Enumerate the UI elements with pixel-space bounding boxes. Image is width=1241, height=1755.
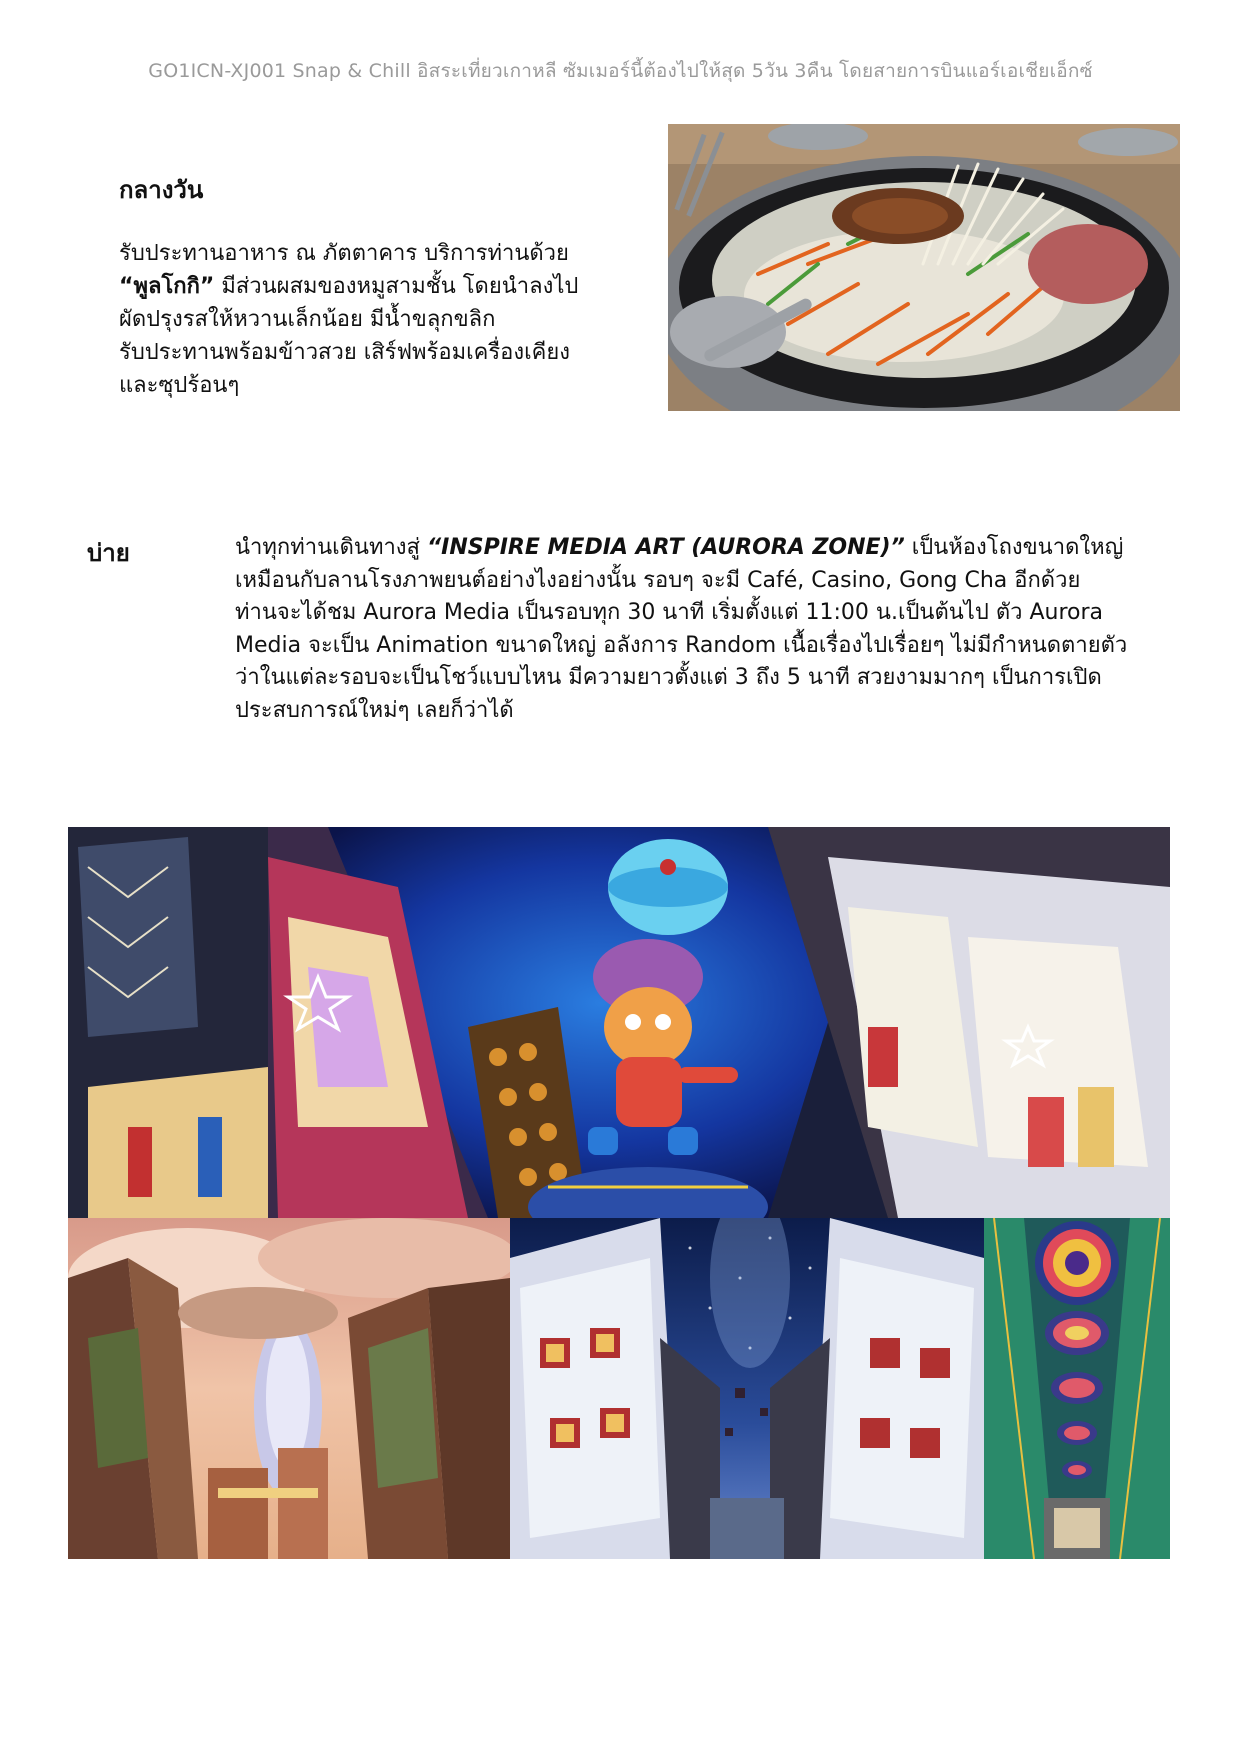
daytime-line-1: รับประทานอาหาร ณ ภัตตาคาร บริการท่านด้วย: [119, 241, 569, 266]
afternoon-line-6: ประสบการณ์ใหม่ๆ เลยก็ว่าได้: [235, 697, 514, 723]
daytime-line-2-rest: มีส่วนผสมของหมูสามชั้น โดยนำลงไป: [214, 274, 579, 299]
aurora-zone-main-photo: [68, 827, 1170, 1218]
daytime-line-4: รับประทานพร้อมข้าวสวย เสิร์ฟพร้อมเครื่องเคียง: [119, 340, 570, 365]
aurora-zone-whale-photo: [68, 1218, 510, 1559]
aurora-zone-winter-village-photo: [510, 1218, 984, 1559]
afternoon-intro: นำทุกท่านเดินทางสู่: [235, 535, 427, 560]
venue-name: “INSPIRE MEDIA ART (AURORA ZONE)”: [426, 535, 905, 560]
afternoon-line-5: ว่าในแต่ละรอบจะเป็นโชว์แบบไหน มีความยาวตั้งแต่ 3 ถึง 5 นาที สวยงามมากๆ เป็นการเปิด: [235, 665, 1102, 690]
afternoon-heading: บ่าย: [87, 539, 130, 567]
afternoon-line-1: [235, 532, 1155, 565]
afternoon-line-2: เหมือนกับลานโรงภาพยนต์อย่างไงอย่างนั้น รอบๆ จะมี Café, Casino, Gong Cha อีกด้วย: [235, 567, 1081, 593]
afternoon-description: [235, 532, 1155, 727]
afternoon-line-3: ท่านจะได้ชม Aurora Media เป็นรอบทุก 30 นาที เริ่มตั้งแต่ 11:00 น.เป็นต้นไป ตัว Aurora: [235, 600, 1103, 625]
daytime-line-5: และซุปร้อนๆ: [119, 373, 240, 398]
afternoon-line-1-rest: เป็นห้องโถงขนาดใหญ่: [904, 535, 1124, 560]
dish-name: “พูลโกกิ”: [119, 274, 215, 299]
aurora-zone-mandala-ceiling-photo: [984, 1218, 1170, 1559]
daytime-line-2: [119, 270, 639, 303]
daytime-line-3: ผัดปรุงรสให้หวานเล็กน้อย มีน้ำขลุกขลิก: [119, 307, 496, 332]
page-header: GO1ICN-XJ001 Snap & Chill อิสระเที่ยวเกาหลี ซัมเมอร์นี้ต้องไปให้สุด 5วัน 3คืน โดยสายการบินแอร์เอเชียเอ็กซ์: [148, 60, 1093, 82]
daytime-heading: กลางวัน: [119, 176, 204, 204]
bulgogi-food-photo: [668, 124, 1180, 411]
daytime-description: [119, 237, 639, 402]
afternoon-line-4: Media จะเป็น Animation ขนาดใหญ่ อลังการ Random เนื้อเรื่องไปเรื่อยๆ ไม่มีกำหนดตายตัว: [235, 632, 1128, 658]
